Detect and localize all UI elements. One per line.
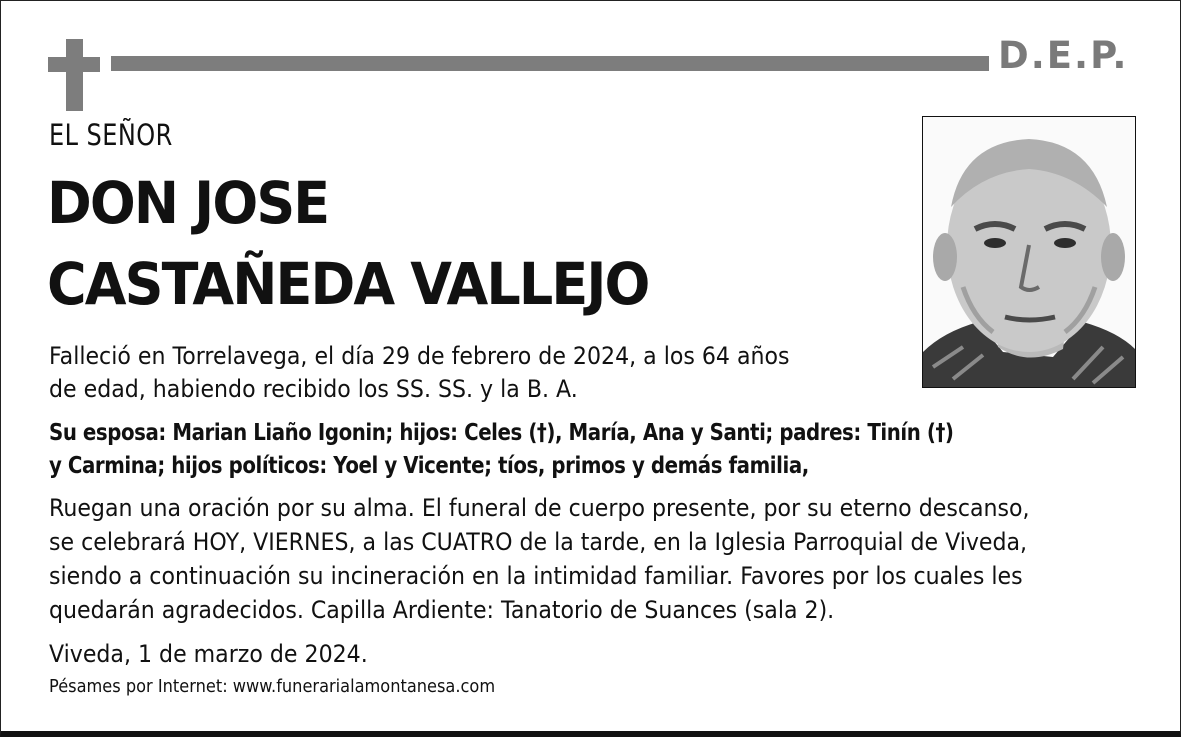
prayer-line3: siendo a continuación su incineración en la intimidad familiar. Favores por los cuales les bbox=[49, 562, 1023, 590]
header-rule bbox=[111, 56, 989, 71]
death-info-line2: de edad, habiendo recibido los SS. SS. y la B. A. bbox=[49, 375, 578, 403]
deceased-name-line1: DON JOSE bbox=[47, 169, 329, 237]
condolences-link: Pésames por Internet: www.funerarialamontanesa.com bbox=[49, 676, 496, 697]
title-prefix: EL SEÑOR bbox=[49, 118, 173, 152]
date-line: Viveda, 1 de marzo de 2024. bbox=[49, 640, 368, 668]
prayer-line4: quedarán agradecidos. Capilla Ardiente: Tanatorio de Suances (sala 2). bbox=[49, 596, 835, 624]
cross-icon bbox=[48, 39, 100, 111]
portrait-photo bbox=[922, 116, 1136, 388]
deceased-name-line2: CASTAÑEDA VALLEJO bbox=[47, 250, 649, 318]
prayer-line2: se celebrará HOY, VIERNES, a las CUATRO de la tarde, en la Iglesia Parroquial de Viveda, bbox=[49, 528, 1028, 556]
prayer-line1: Ruegan una oración por su alma. El funeral de cuerpo presente, por su eterno descanso, bbox=[49, 494, 1030, 522]
family-line1: Su esposa: Marian Liaño Igonin; hijos: Celes (†), María, Ana y Santi; padres: Tinín (†) bbox=[49, 420, 954, 446]
death-info-line1: Falleció en Torrelavega, el día 29 de febrero de 2024, a los 64 años bbox=[49, 342, 790, 370]
family-line2: y Carmina; hijos políticos: Yoel y Vicente; tíos, primos y demás familia, bbox=[49, 453, 809, 479]
dep-label: D.E.P. bbox=[998, 34, 1129, 77]
